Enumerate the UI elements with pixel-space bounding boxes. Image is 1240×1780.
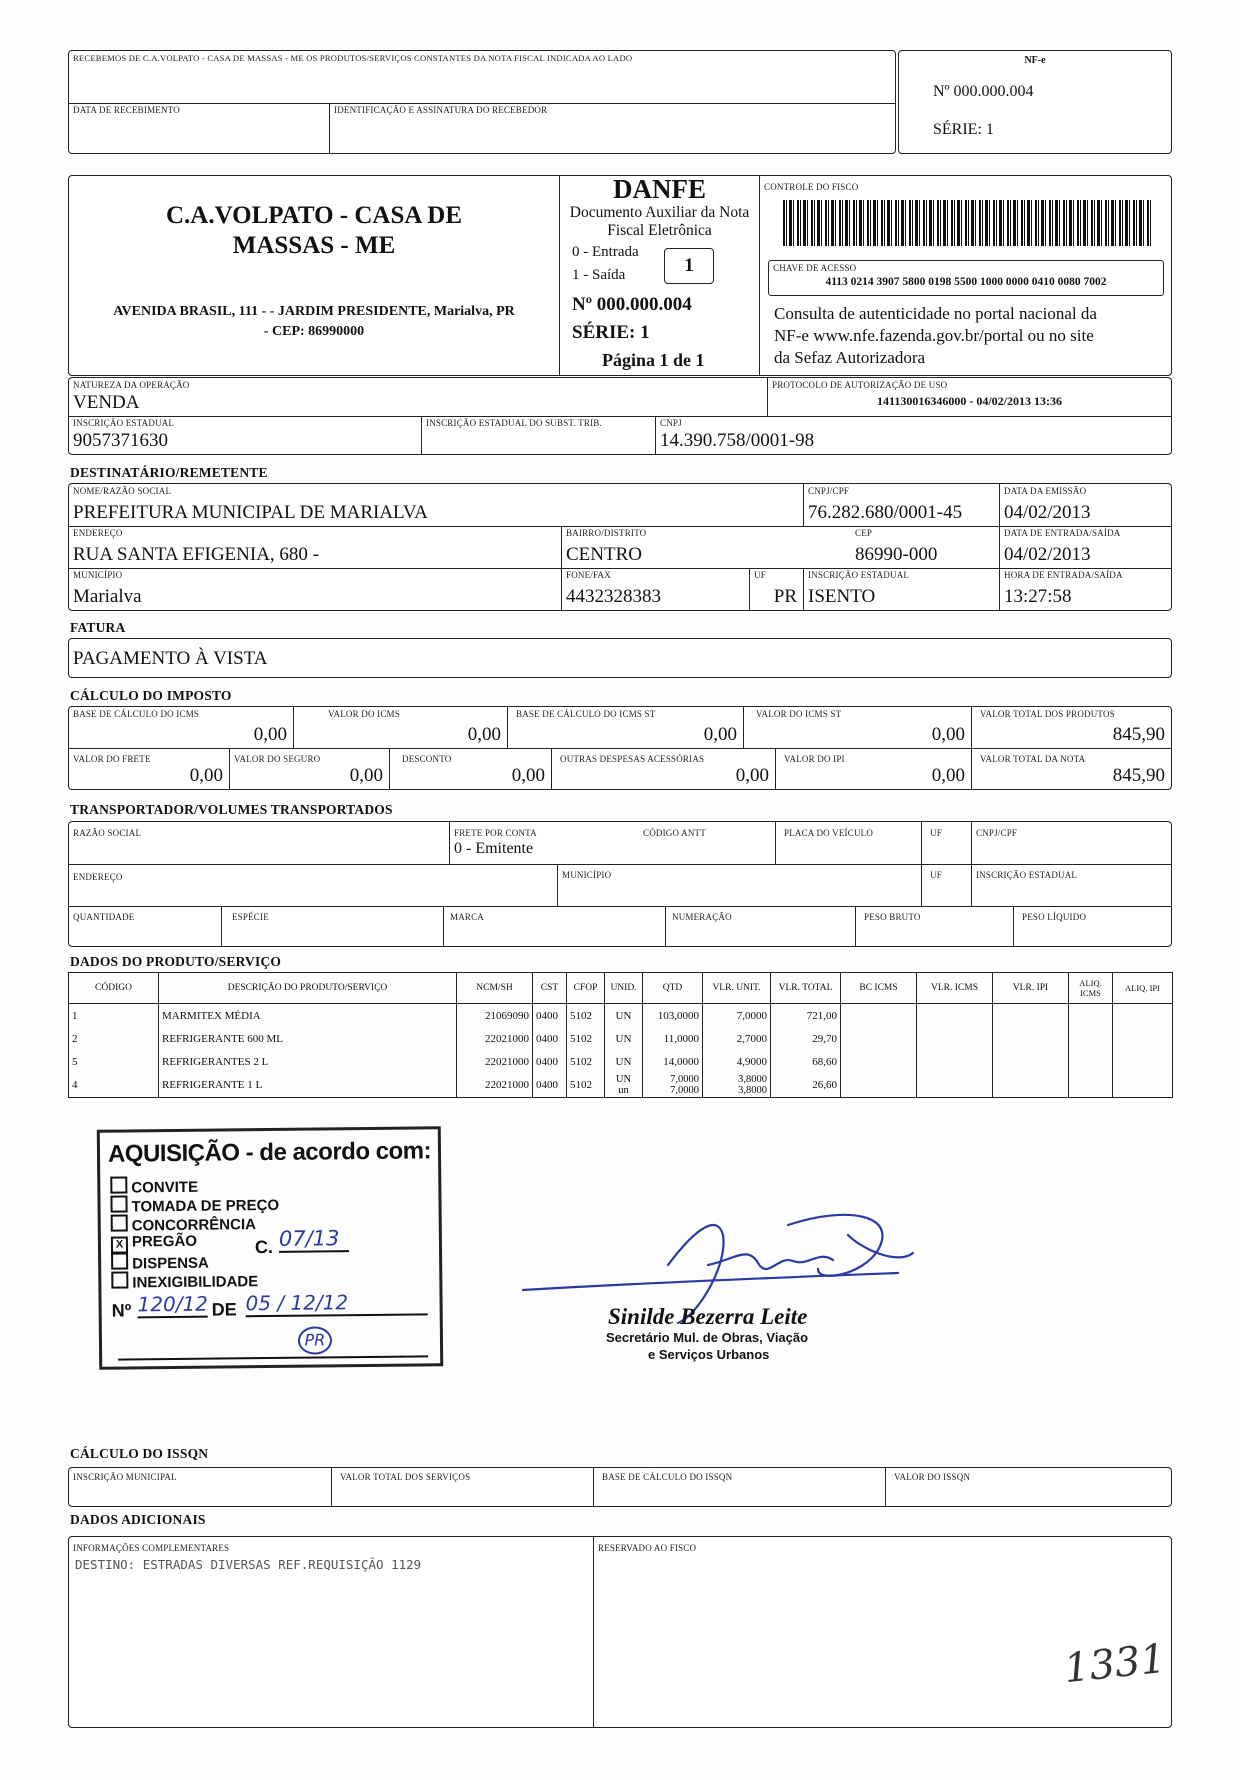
cell-codigo: 4 [69,1073,159,1098]
cell-qtd: 14,0000 [643,1050,703,1073]
base-st-label: BASE DE CÁLCULO DO ICMS ST [516,709,656,719]
stamp-option-label: TOMADA DE PREÇO [131,1196,280,1216]
cell-cst: 0400 [533,1073,567,1098]
valor-st: 0,00 [931,724,965,745]
produtos-title: DADOS DO PRODUTO/SERVIÇO [70,954,282,969]
signature-role-1: Secretário Mul. de Obras, Viação [606,1330,809,1345]
dest-fone: 4432328383 [566,586,661,607]
data-recebimento-label: DATA DE RECEBIMENTO [73,105,180,115]
issqn-valor-label: VALOR DO ISSQN [894,1472,971,1482]
operacao-box [68,377,1172,455]
imposto-box [68,706,1172,790]
col-codigo: CÓDIGO [69,973,159,1004]
cell-unit [703,1073,771,1098]
cell-unid: UN [605,1050,643,1073]
emitente-name-1: C.A.VOLPATO - CASA DE [165,202,463,229]
dest-endereco-label: ENDEREÇO [73,528,123,538]
stamp-title: AQUISIÇÃO - de acordo com: [107,1137,432,1168]
dest-uf-label: UF [754,570,766,580]
table-row [69,1073,1173,1098]
ie-label: INSCRIÇÃO ESTADUAL [73,418,175,428]
transp-uf2-label: UF [930,870,942,880]
dest-uf: PR [773,586,797,607]
dest-fone-label: FONE/FAX [566,570,611,580]
signature-role-2: e Serviços Urbanos [648,1347,770,1362]
identificacao-label: IDENTIFICAÇÃO E ASSINATURA DO RECEBEDOR [334,105,548,115]
desconto-label: DESCONTO [402,754,452,764]
stamp-option-label: PREGÃO [131,1232,198,1251]
base-st: 0,00 [703,724,737,745]
dest-endereco: RUA SANTA EFIGENIA, 680 - [73,544,320,565]
emitente-name-2: MASSAS - ME [232,232,396,259]
dest-municipio-label: MUNICÍPIO [73,570,123,580]
cell-qtd-secondary: 7,0000 [670,1085,699,1096]
transp-municipio-label: MUNICÍPIO [562,870,612,880]
base-icms-label: BASE DE CÁLCULO DO ICMS [73,709,200,719]
stamp-de-label: DE [211,1299,237,1320]
ie-value: 9057371630 [73,430,168,451]
cell-cfop: 5102 [567,1004,605,1028]
consulta-line-3: da Sefaz Autorizadora [774,348,926,367]
dest-nome: PREFEITURA MUNICIPAL DE MARIALVA [73,502,428,523]
transp-ie-label: INSCRIÇÃO ESTADUAL [976,870,1078,880]
frete: 0,00 [189,765,223,786]
col-cst: CST [533,973,567,1004]
danfe-saida: 1 - Saída [572,267,626,283]
ie-st-label: INSCRIÇÃO ESTADUAL DO SUBST. TRIB. [426,418,602,428]
signature-name: Sinilde Bezerra Leite [608,1304,808,1329]
col-cfop: CFOP [567,973,605,1004]
dest-emissao-label: DATA DA EMISSÃO [1004,486,1087,496]
stamp-option-label: INEXIGIBILIDADE [132,1273,259,1292]
stamp-c-value: 07/13 [279,1226,349,1253]
natureza-value: VENDA [73,392,140,413]
barcode [783,200,1153,246]
cell-unit-secondary: 3,8000 [738,1085,767,1096]
col-descricao: DESCRIÇÃO DO PRODUTO/SERVIÇO [159,973,457,1004]
info-value: DESTINO: ESTRADAS DIVERSAS REF.REQUISIÇÃO 1129 [75,1557,422,1572]
fatura-box [68,638,1172,678]
chave-value: 4113 0214 3907 5800 0198 5500 1000 0000 0410 0080 7002 [825,276,1107,288]
aquisicao-stamp [97,1126,443,1370]
cell-cst: 0400 [533,1004,567,1028]
transp-razao-label: RAZÃO SOCIAL [73,828,142,838]
destinatario-box [68,483,1172,611]
seguro-label: VALOR DO SEGURO [234,754,321,764]
transportador-box [68,821,1172,947]
transp-especie-label: ESPÉCIE [232,912,269,922]
cnpj-value: 14.390.758/0001-98 [660,430,815,451]
cell-codigo: 2 [69,1027,159,1050]
cell-total: 26,60 [771,1073,841,1098]
transp-numeracao-label: NUMERAÇÃO [672,912,732,922]
emitente-address-1: AVENIDA BRASIL, 111 - - JARDIM PRESIDENTE, Marialva, PR [113,304,515,319]
stamp-option-label: CONCORRÊNCIA [131,1216,257,1235]
danfe-pagina: Página 1 de 1 [602,350,705,370]
natureza-label: NATUREZA DA OPERAÇÃO [73,380,190,390]
stamp-option-pregao [111,1233,197,1254]
canhoto-serie: SÉRIE: 1 [933,121,994,138]
cell-total: 721,00 [771,1004,841,1028]
transp-endereco-label: ENDEREÇO [73,872,123,882]
checkbox-icon [111,1214,128,1231]
danfe-subtitle-1: Documento Auxiliar da Nota [569,204,750,221]
stamp-option-concorrencia [111,1213,256,1235]
total-produtos: 845,90 [1112,724,1165,745]
destinatario-title: DESTINATÁRIO/REMETENTE [70,465,268,480]
stamp-option-inexigibilidade [111,1270,258,1292]
stamp-option-dispensa [111,1252,209,1273]
frete-label: VALOR DO FRETE [73,754,151,764]
dest-ie: ISENTO [808,586,876,607]
dest-cnpj-label: CNPJ/CPF [808,486,850,496]
col-ncm: NCM/SH [457,973,533,1004]
cell-descricao: REFRIGERANTE 600 ML [159,1027,457,1050]
danfe-entrada: 0 - Entrada [572,244,639,260]
fatura-texto: PAGAMENTO À VISTA [73,648,268,669]
reservado-fisco-label: RESERVADO AO FISCO [598,1543,697,1553]
total-nota: 845,90 [1112,765,1165,786]
stamp-option-convite [110,1176,198,1197]
total-nota-label: VALOR TOTAL DA NOTA [980,754,1086,764]
cell-unit-primary: 3,8000 [738,1074,767,1085]
valor-icms: 0,00 [467,724,501,745]
cell-cfop: 5102 [567,1027,605,1050]
handwritten-number: 1331 [1061,1635,1168,1693]
cell-codigo: 1 [69,1004,159,1028]
valor-st-label: VALOR DO ICMS ST [756,709,842,719]
cnpj-label: CNPJ [660,418,682,428]
cell-descricao: REFRIGERANTES 2 L [159,1050,457,1073]
canhoto-statement: RECEBEMOS DE C.A.VOLPATO - CASA DE MASSAS - ME OS PRODUTOS/SERVIÇOS CONSTANTES DA NOTA FISCAL INDICADA AO LADO [73,53,633,63]
transp-uf-label: UF [930,828,942,838]
transp-marca-label: MARCA [450,912,485,922]
col-aliq-icms: ALIQ. ICMS [1069,973,1113,1004]
col-vlr-ipi: VLR. IPI [993,973,1069,1004]
cell-unid: UN [605,1004,643,1028]
transp-quantidade-label: QUANTIDADE [73,912,135,922]
transp-peso-bruto-label: PESO BRUTO [864,912,921,922]
checkbox-icon [110,1195,127,1212]
table-row [69,1050,1173,1073]
stamp-initials: PR [298,1326,332,1354]
cell-qtd [643,1073,703,1098]
controle-fisco-label: CONTROLE DO FISCO [764,182,859,192]
produtos-header-row [69,973,1173,1004]
transp-frete-label: FRETE POR CONTA [454,828,537,838]
desconto: 0,00 [511,765,545,786]
checkbox-icon [111,1271,128,1288]
issqn-base-label: BASE DE CÁLCULO DO ISSQN [602,1472,733,1482]
protocolo-value: 141130016346000 - 04/02/2013 13:36 [877,394,1062,408]
canhoto-box [68,50,896,154]
consulta-line-1: Consulta de autenticidade no portal nacional da [774,304,1097,323]
cell-codigo: 5 [69,1050,159,1073]
outras-label: OUTRAS DESPESAS ACESSÓRIAS [560,754,705,764]
stamp-c-label: C. [254,1236,274,1258]
stamp-n-label: Nº [111,1300,132,1321]
stamp-de-value: 05 / 12/12 [245,1289,427,1317]
danfe-title: DANFE [613,174,706,204]
nfe-label: NF-e [1024,55,1046,66]
dest-cep-label: CEP [855,528,873,538]
base-icms: 0,00 [253,724,287,745]
cell-unid: UN [605,1027,643,1050]
cell-cst: 0400 [533,1027,567,1050]
chave-box [768,260,1164,296]
issqn-box [68,1467,1172,1507]
chave-label: CHAVE DE ACESSO [773,263,857,273]
cell-qtd-primary: 7,0000 [670,1074,699,1085]
danfe-tipo: 1 [664,248,714,284]
danfe-subtitle-2: Fiscal Eletrônica [607,222,712,239]
cell-total: 68,60 [771,1050,841,1073]
cell-unid-secondary: un [618,1085,629,1096]
valor-icms-label: VALOR DO ICMS [328,709,400,719]
cell-cst: 0400 [533,1050,567,1073]
adicionais-title: DADOS ADICIONAIS [70,1512,206,1527]
cell-qtd: 11,0000 [643,1027,703,1050]
cell-descricao: MARMITEX MÉDIA [159,1004,457,1028]
table-row [69,1027,1173,1050]
cell-ncm: 22021000 [457,1027,533,1050]
cell-cfop: 5102 [567,1050,605,1073]
danfe-numero: Nº 000.000.004 [572,294,692,315]
cell-qtd: 103,0000 [643,1004,703,1028]
cell-unid [605,1073,643,1098]
stamp-option-label: DISPENSA [132,1254,209,1273]
transp-cnpj-label: CNPJ/CPF [976,828,1018,838]
outras: 0,00 [735,765,769,786]
issqn-title: CÁLCULO DO ISSQN [70,1446,209,1461]
cell-ncm: 21069090 [457,1004,533,1028]
dest-nome-label: NOME/RAZÃO SOCIAL [73,486,172,496]
imposto-title: CÁLCULO DO IMPOSTO [70,688,232,703]
transp-antt-label: CÓDIGO ANTT [643,828,706,838]
emitente-address-2: - CEP: 86990000 [263,324,365,339]
produtos-table [68,972,1173,1098]
dest-entrada-saida-label: DATA DE ENTRADA/SAÍDA [1004,528,1121,538]
table-row [69,1004,1173,1028]
dest-bairro-label: BAIRRO/DISTRITO [566,528,647,538]
dest-ie-label: INSCRIÇÃO ESTADUAL [808,570,910,580]
canhoto-nfe-box [898,50,1172,154]
transp-frete: 0 - Emitente [454,840,534,857]
dest-bairro: CENTRO [566,544,642,565]
transportador-title: TRANSPORTADOR/VOLUMES TRANSPORTADOS [70,802,393,817]
protocolo-label: PROTOCOLO DE AUTORIZAÇÃO DE USO [772,380,948,390]
seguro: 0,00 [349,765,383,786]
cell-unit: 7,0000 [703,1004,771,1028]
dest-emissao: 04/02/2013 [1004,502,1091,523]
stamp-option-label: CONVITE [131,1178,199,1197]
cell-descricao: REFRIGERANTE 1 L [159,1073,457,1098]
transp-placa-label: PLACA DO VEÍCULO [784,828,874,838]
col-vlr-icms: VLR. ICMS [917,973,993,1004]
ipi: 0,00 [931,765,965,786]
cell-cfop: 5102 [567,1073,605,1098]
col-qtd: QTD [643,973,703,1004]
col-unit: VLR. UNIT. [703,973,771,1004]
issqn-inscricao-label: INSCRIÇÃO MUNICIPAL [73,1472,177,1482]
adicionais-box [68,1536,1172,1728]
col-bc-icms: BC ICMS [841,973,917,1004]
info-label: INFORMAÇÕES COMPLEMENTARES [73,1543,230,1553]
col-aliq-ipi: ALIQ. IPI [1113,973,1173,1004]
consulta-line-2: NF-e www.nfe.fazenda.gov.br/portal ou no site [774,326,1094,345]
dest-cep: 86990-000 [855,544,938,565]
col-unid: UNID. [605,973,643,1004]
stamp-n-value: 120/12 [137,1291,209,1317]
cell-unit: 4,9000 [703,1050,771,1073]
cell-total: 29,70 [771,1027,841,1050]
dest-cnpj: 76.282.680/0001-45 [808,502,963,523]
cell-unit: 2,7000 [703,1027,771,1050]
ipi-label: VALOR DO IPI [784,754,845,764]
transp-peso-liquido-label: PESO LÍQUIDO [1022,912,1087,922]
checkbox-icon [111,1252,128,1269]
dest-municipio: Marialva [73,586,142,607]
cell-unid-primary: UN [615,1074,632,1085]
danfe-serie: SÉRIE: 1 [572,322,650,343]
dest-hora: 13:27:58 [1004,586,1072,607]
total-produtos-label: VALOR TOTAL DOS PRODUTOS [980,709,1115,719]
issqn-total-label: VALOR TOTAL DOS SERVIÇOS [340,1472,471,1482]
dest-entrada-saida: 04/02/2013 [1004,544,1091,565]
canhoto-numero: Nº 000.000.004 [933,83,1034,100]
fatura-title: FATURA [70,620,126,635]
checkbox-icon [110,1176,127,1193]
col-total: VLR. TOTAL [771,973,841,1004]
stamp-underline [118,1355,428,1360]
dest-hora-label: HORA DE ENTRADA/SAÍDA [1004,570,1123,580]
checkbox-checked-icon: X [111,1236,128,1253]
cell-ncm: 22021000 [457,1073,533,1098]
cell-ncm: 22021000 [457,1050,533,1073]
